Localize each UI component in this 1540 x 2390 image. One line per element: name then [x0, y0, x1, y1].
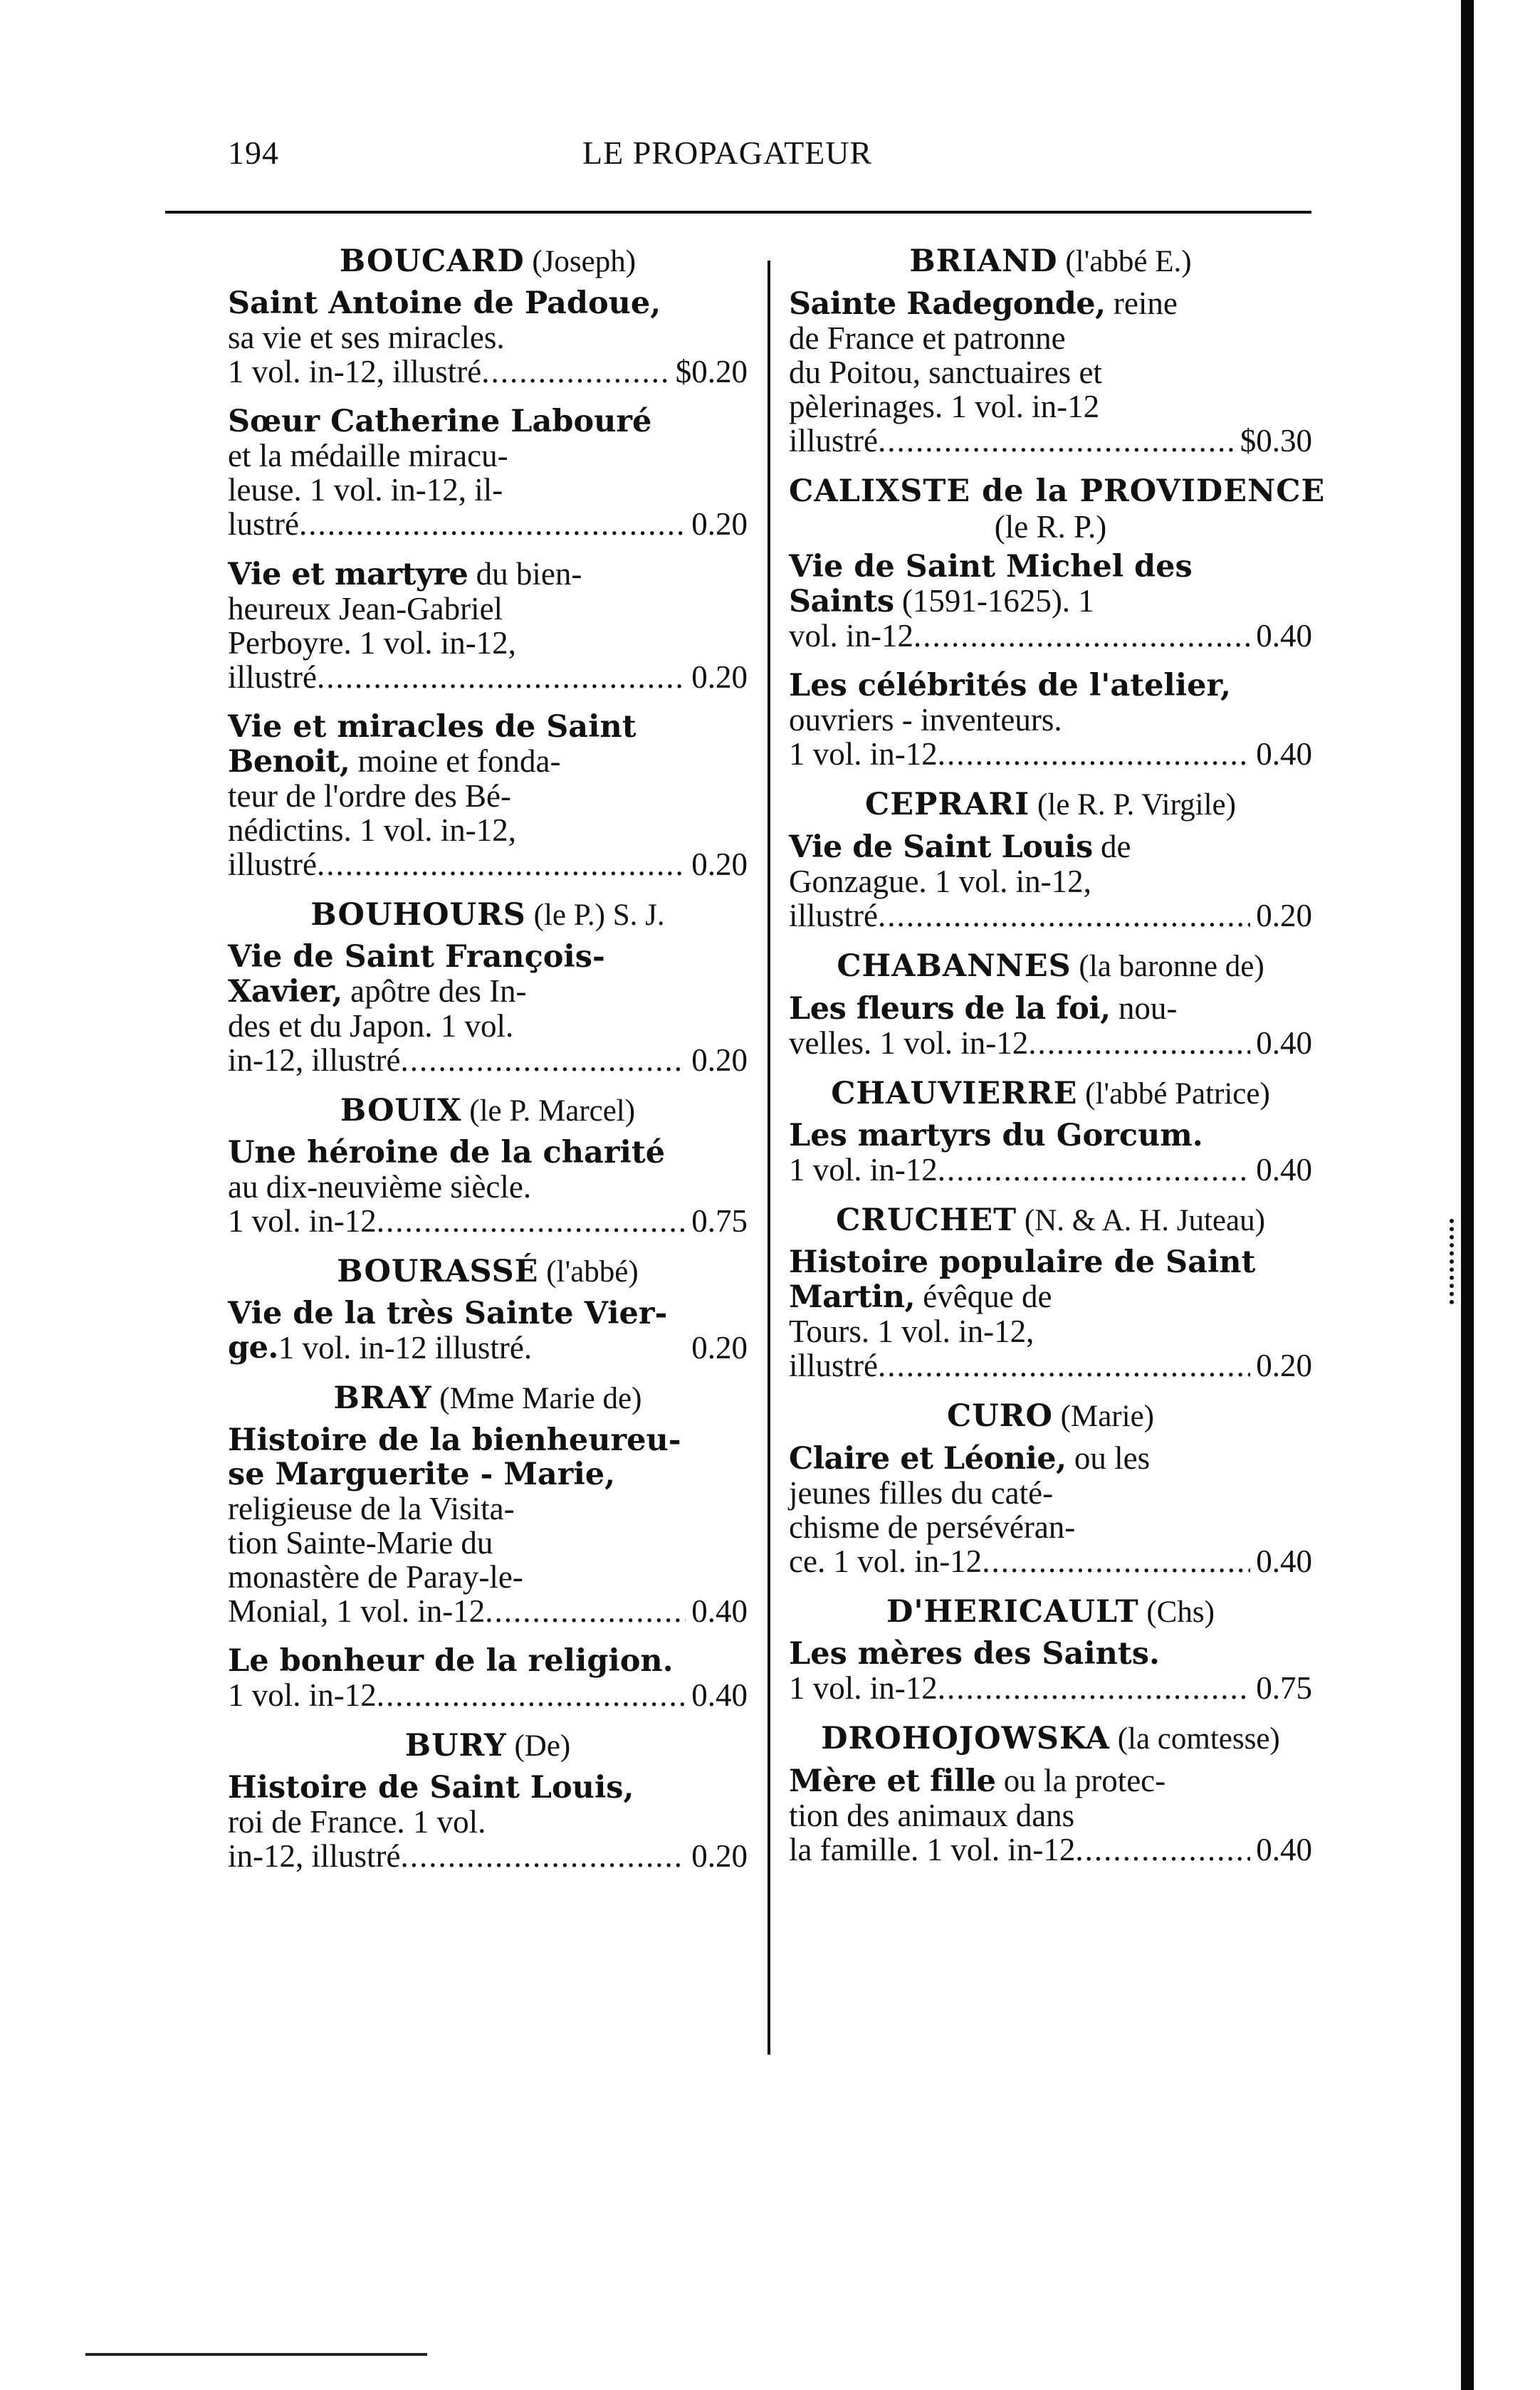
book-format: 1 vol. in-12, illustré	[228, 354, 482, 389]
book-price: 0.40	[691, 1593, 748, 1629]
author-name: BOUIX	[340, 1093, 462, 1128]
book-title: Les mères des Saints.	[789, 1636, 1160, 1672]
book-description: nédictins. 1 vol. in-12,	[228, 812, 516, 848]
book-format: in-12, illustré	[228, 1838, 401, 1874]
book-price: 0.40	[691, 1677, 748, 1713]
book-description: nou-	[1110, 990, 1178, 1026]
dot-leader	[400, 1043, 686, 1077]
scan-edge-mark	[1450, 1219, 1465, 1304]
book-entry	[228, 710, 748, 881]
price-line	[789, 1671, 1312, 1705]
price-line	[228, 1839, 748, 1873]
author-name: BOURASSÉ	[337, 1254, 539, 1289]
book-description: jeunes filles du caté-	[789, 1475, 1054, 1511]
book-title-line	[789, 829, 1312, 864]
book-title-line	[789, 1763, 1312, 1798]
book-description: reine	[1105, 285, 1178, 321]
book-price: 0.20	[691, 1042, 748, 1078]
book-entry	[789, 1245, 1312, 1383]
book-description: chisme de persévéran-	[789, 1509, 1076, 1545]
price-line	[789, 1348, 1312, 1383]
author-heading	[228, 1380, 748, 1416]
book-format: illustré	[789, 898, 878, 933]
price-line	[228, 660, 748, 694]
book-entry	[228, 1136, 748, 1238]
book-title: Histoire de la bienheureu-	[228, 1422, 681, 1458]
book-format: Monial, 1 vol. in-12	[228, 1593, 486, 1629]
book-entry	[228, 286, 748, 389]
book-price: $0.20	[675, 354, 748, 389]
book-description: de	[1092, 829, 1131, 864]
book-title: Claire et Léonie,	[789, 1441, 1067, 1477]
dot-leader	[938, 1671, 1251, 1705]
book-format: 1 vol. in-12	[228, 1677, 377, 1713]
book-description: tion des animaux dans	[789, 1798, 1075, 1833]
book-price: 0.40	[1256, 736, 1312, 772]
author-qualifier: (l'abbé E.)	[1057, 245, 1192, 278]
book-price: 0.40	[1256, 1832, 1312, 1867]
author-qualifier: (l'abbé)	[538, 1255, 639, 1289]
dot-leader	[913, 619, 1250, 653]
book-title: Benoit,	[228, 744, 350, 780]
book-price: 0.20	[691, 506, 748, 542]
book-price: 0.20	[1256, 898, 1312, 933]
book-description: pèlerinages. 1 vol. in-12	[789, 389, 1100, 424]
price-line	[228, 507, 748, 541]
price-line	[789, 1833, 1312, 1867]
book-entry	[789, 1441, 1312, 1578]
dot-leader	[299, 507, 686, 541]
author-heading	[789, 243, 1312, 279]
book-title-line	[789, 991, 1312, 1026]
dot-leader	[938, 737, 1251, 771]
scan-edge-bar	[1461, 0, 1474, 2390]
book-format: 1 vol. in-12	[789, 1670, 938, 1706]
author-qualifier: (Mme Marie de)	[431, 1382, 642, 1415]
book-price: 0.20	[691, 1838, 748, 1874]
price-line	[228, 1678, 748, 1712]
book-description: Gonzague. 1 vol. in-12,	[789, 864, 1091, 899]
book-format: illustré	[789, 1348, 878, 1383]
author-qualifier: (N. & A. H. Juteau)	[1017, 1204, 1265, 1237]
dot-leader	[481, 355, 670, 389]
book-description: du Poitou, sanctuaires et	[789, 355, 1102, 390]
price-line	[228, 1204, 748, 1238]
book-price: 0.40	[1256, 618, 1312, 654]
book-title-line	[789, 286, 1312, 321]
book-format: 1 vol. in-12	[789, 736, 938, 772]
book-title: Xavier,	[228, 974, 342, 1010]
price-line	[789, 424, 1312, 458]
author-name: BRAY	[333, 1380, 432, 1416]
author-name: CHAUVIERRE	[831, 1076, 1078, 1111]
book-title: ge.	[228, 1330, 278, 1366]
book-format: illustré	[789, 423, 878, 458]
book-description: monastère de Paray-le-	[228, 1559, 523, 1595]
book-description: de France et patronne	[789, 320, 1066, 356]
book-title: Sainte Radegonde,	[789, 286, 1106, 322]
dot-leader	[878, 1348, 1250, 1383]
book-entry	[228, 404, 748, 541]
book-format: 1 vol. in-12	[789, 1152, 938, 1188]
book-title-line	[228, 1331, 748, 1365]
price-line	[228, 1043, 748, 1077]
book-format: in-12, illustré	[228, 1042, 401, 1078]
author-name: CURO	[947, 1398, 1053, 1434]
book-title: Vie de Saint Louis	[789, 829, 1093, 865]
price-line	[789, 1544, 1312, 1578]
price-line	[228, 847, 748, 881]
book-description: ou les	[1066, 1440, 1151, 1476]
dot-leader	[377, 1204, 686, 1238]
book-title-line	[789, 1441, 1312, 1476]
book-description: du bien-	[468, 556, 582, 592]
book-entry	[789, 286, 1312, 458]
author-qualifier: (Chs)	[1138, 1595, 1215, 1629]
author-name: CEPRARI	[865, 787, 1030, 822]
book-format: velles. 1 vol. in-12	[789, 1025, 1029, 1061]
price-line	[789, 619, 1312, 653]
page-number: 194	[228, 135, 279, 171]
author-name: CRUCHET	[836, 1202, 1017, 1238]
dot-leader	[317, 847, 686, 881]
author-name: BRIAND	[909, 243, 1058, 279]
author-qualifier: (la comtesse)	[1109, 1722, 1280, 1756]
footer-rule	[85, 2353, 427, 2356]
right-column	[789, 235, 1326, 1882]
author-heading	[789, 1076, 1312, 1111]
book-entry	[789, 1763, 1312, 1867]
book-entry	[789, 669, 1312, 771]
book-title-line	[228, 557, 748, 592]
book-title-line	[789, 584, 1312, 619]
book-entry	[789, 1637, 1312, 1705]
author-heading	[789, 787, 1312, 822]
book-description: 1 vol. in-12 illustré.	[278, 1330, 533, 1366]
book-title: Histoire populaire de Saint	[789, 1244, 1256, 1280]
book-description: Perboyre. 1 vol. in-12,	[228, 625, 516, 661]
book-price: 0.40	[1256, 1025, 1312, 1061]
author-heading	[789, 1202, 1312, 1238]
book-price: 0.20	[691, 659, 748, 695]
book-title: Les martyrs du Gorcum.	[789, 1118, 1203, 1153]
dot-leader	[982, 1544, 1250, 1578]
book-title-line	[789, 1279, 1312, 1314]
dot-leader	[400, 1839, 686, 1873]
author-qualifier: (le P. Marcel)	[461, 1094, 636, 1128]
book-format: 1 vol. in-12	[228, 1203, 377, 1239]
price-line	[789, 1026, 1312, 1060]
author-name: BOUCARD	[339, 243, 525, 279]
book-entry	[789, 550, 1312, 653]
author-heading	[228, 1728, 748, 1763]
author-qualifier: (l'abbé Patrice)	[1077, 1077, 1270, 1111]
book-price: 0.20	[1256, 1348, 1312, 1383]
book-entry	[228, 940, 748, 1077]
dot-leader	[938, 1153, 1251, 1187]
author-name: CALIXSTE de la PROVIDENCE	[789, 473, 1326, 509]
book-price: 0.75	[691, 1203, 748, 1239]
dot-leader	[377, 1678, 686, 1712]
book-title: se Marguerite - Marie,	[228, 1457, 616, 1492]
book-description: ouvriers - inventeurs.	[789, 702, 1062, 738]
author-qualifier: (Joseph)	[524, 245, 637, 278]
dot-leader	[485, 1594, 686, 1628]
author-heading	[228, 1254, 748, 1289]
dot-leader	[1075, 1833, 1250, 1867]
book-description: moine et fonda-	[350, 743, 561, 779]
book-title: Vie et miracles de Saint	[228, 709, 637, 745]
book-format: illustré	[228, 847, 317, 882]
book-title: Mère et fille	[789, 1763, 996, 1799]
column-divider	[768, 261, 770, 2055]
author-qualifier: (la baronne de)	[1071, 950, 1264, 983]
book-description: sa vie et ses miracles.	[228, 320, 505, 355]
book-title: Saint Antoine de Padoue,	[228, 285, 661, 321]
price-line	[789, 737, 1312, 771]
book-title: Vie de Saint François-	[228, 939, 605, 975]
book-title: Vie et martyre	[228, 557, 468, 592]
price-line	[789, 898, 1312, 933]
book-description: des et du Japon. 1 vol.	[228, 1008, 514, 1044]
book-description: roi de France. 1 vol.	[228, 1804, 486, 1840]
book-title-line	[228, 974, 748, 1009]
author-heading	[228, 897, 748, 933]
author-name: BURY	[404, 1728, 507, 1763]
book-price: 0.40	[1256, 1543, 1312, 1579]
author-heading	[789, 1721, 1312, 1756]
book-description: (1591-1625). 1	[894, 583, 1094, 619]
book-description: teur de l'ordre des Bé-	[228, 778, 511, 814]
book-description: tion Sainte-Marie du	[228, 1525, 493, 1561]
left-column	[228, 235, 748, 1889]
book-title-line	[228, 744, 748, 779]
book-title: Vie de la très Sainte Vier-	[228, 1296, 668, 1331]
dot-leader	[878, 898, 1250, 933]
author-qualifier: (le R. P. Virgile)	[1030, 788, 1236, 822]
author-heading	[789, 473, 1326, 509]
author-name: DROHOJOWSKA	[821, 1721, 1110, 1756]
book-entry	[228, 1423, 748, 1628]
book-entry	[228, 1296, 748, 1365]
book-description: et la médaille miracu-	[228, 438, 508, 473]
author-heading	[789, 1594, 1312, 1630]
book-price: 0.20	[691, 847, 748, 882]
author-heading	[789, 1398, 1312, 1434]
author-qualifier: (De)	[506, 1729, 571, 1763]
book-title: Saints	[789, 584, 894, 619]
running-title: LE PROPAGATEUR	[582, 135, 873, 171]
book-entry	[789, 991, 1312, 1060]
book-title: Les célébrités de l'atelier,	[789, 668, 1231, 703]
price-line	[789, 1153, 1312, 1187]
header-rule	[165, 211, 1311, 214]
author-heading	[228, 1093, 748, 1128]
book-entry	[789, 829, 1312, 933]
author-qualifier: (le P.) S. J.	[525, 898, 665, 932]
book-title: Sœur Catherine Labouré	[228, 404, 652, 439]
book-entry	[228, 1771, 748, 1873]
book-entry	[228, 1644, 748, 1712]
book-format: vol. in-12	[789, 618, 913, 654]
author-name: BOUHOURS	[310, 897, 526, 933]
book-description: religieuse de la Visita-	[228, 1491, 515, 1526]
book-format: la famille. 1 vol. in-12	[789, 1832, 1076, 1867]
book-description: ou la protec-	[995, 1763, 1166, 1798]
book-price: 0.20	[691, 1330, 748, 1366]
book-description: heureux Jean-Gabriel	[228, 591, 503, 627]
book-description: évêque de	[915, 1279, 1052, 1314]
book-price: $0.30	[1240, 423, 1312, 458]
book-price: 0.75	[1256, 1670, 1312, 1706]
book-title: Une héroine de la charité	[228, 1135, 666, 1170]
book-format: illustré	[228, 659, 317, 695]
dot-leader	[1028, 1026, 1250, 1060]
dot-leader	[317, 660, 686, 694]
book-title: Les fleurs de la foi,	[789, 991, 1111, 1027]
book-title: Martin,	[789, 1279, 916, 1315]
book-entry	[228, 557, 748, 694]
book-title: Vie de Saint Michel des	[789, 549, 1193, 585]
author-heading	[228, 243, 748, 279]
book-title: Histoire de Saint Louis,	[228, 1770, 634, 1805]
book-entry	[789, 1118, 1312, 1187]
book-title: Le bonheur de la religion.	[228, 1643, 674, 1679]
book-description: leuse. 1 vol. in-12, il-	[228, 472, 503, 508]
book-format: lustré	[228, 506, 299, 542]
book-format: ce. 1 vol. in-12	[789, 1543, 983, 1579]
author-heading	[789, 948, 1312, 984]
author-name: CHABANNES	[837, 948, 1072, 984]
book-price: 0.40	[1256, 1152, 1312, 1188]
book-description: apôtre des In-	[342, 973, 527, 1009]
author-name: D'HERICAULT	[886, 1594, 1139, 1630]
author-subheading: (le R. P.)	[994, 509, 1107, 545]
price-line	[228, 1594, 748, 1628]
author-qualifier: (Marie)	[1052, 1400, 1154, 1433]
book-description: Tours. 1 vol. in-12,	[789, 1314, 1034, 1349]
book-description: au dix-neuvième siècle.	[228, 1169, 532, 1205]
price-line	[228, 355, 748, 389]
dot-leader	[878, 424, 1235, 458]
